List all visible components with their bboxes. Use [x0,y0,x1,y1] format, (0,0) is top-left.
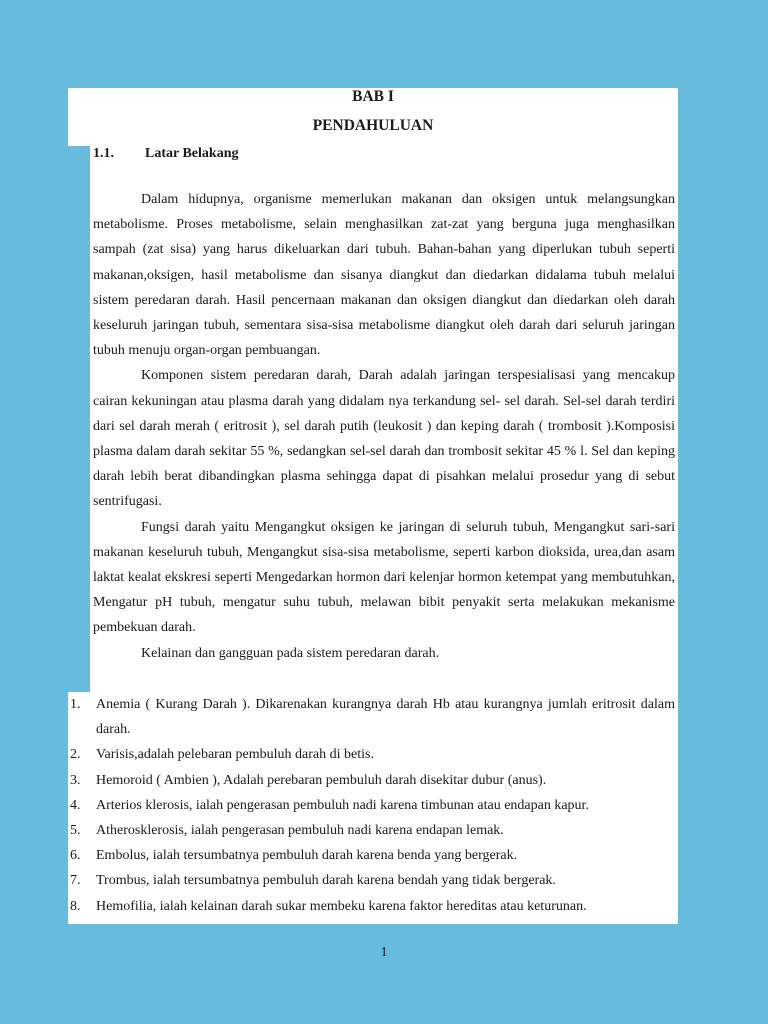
list-item-text: Varisis,adalah pelebaran pembuluh darah di betis. [96,747,374,763]
list-marker: 2. [70,747,81,763]
list-item [70,868,675,893]
list-marker: 5. [70,823,81,839]
paragraph: Komponen sistem peredaran darah, Darah adalah jaringan terspesialisasi yang mencakup cairan kekuningan atau plasma darah yang didalam nya terkandung sel- sel darah. Sel-sel darah terdiri dari sel darah merah ( eritrosit ), sel darah putih (leukosit ) dan keping darah ( trombosit ).Komposisi plasma dalam darah sekitar 55 %, sedangkan sel-sel darah dan trombosit sekitar 45 % l. Sel dan keping darah lebih berat dibandingkan plasma sehingga dapat di pisahkan melalui prosedur yang di sebut sentrifugasi. [93,368,675,510]
list-item-text: Atherosklerosis, ialah pengerasan pembuluh nadi karena endapan lemak. [96,823,504,839]
body-text [93,187,675,666]
section-title: Latar Belakang [145,146,239,161]
list-item [70,818,675,843]
list-marker: 1. [70,697,81,712]
list-marker: 7. [70,873,81,889]
disorder-list [70,692,675,919]
chapter-title: PENDAHULUAN [312,117,434,134]
chapter-label: BAB I [352,88,394,105]
list-item-text: Hemofilia, ialah kelainan darah sukar membeku karena faktor hereditas atau keturunan. [96,898,587,914]
list-item [70,843,675,868]
list-marker: 3. [70,772,81,788]
list-item-text: Trombus, ialah tersumbatnya pembuluh darah karena bendah yang tidak bergerak. [96,873,556,889]
list-item [70,742,675,767]
section-number: 1.1. [93,146,114,161]
list-item [70,692,675,742]
section-heading [93,146,238,162]
list-item [70,768,675,793]
list-item [70,793,675,818]
list-marker: 4. [70,797,81,813]
page-number: 1 [380,945,388,960]
list-item-text: Arterios klerosis, ialah pengerasan pembuluh nadi karena timbunan atau endapan kapur. [96,797,589,813]
list-marker: 6. [70,848,81,864]
list-item-text: Hemoroid ( Ambien ), Adalah perebaran pembuluh darah disekitar dubur (anus). [96,772,547,788]
paragraph: Dalam hidupnya, organisme memerlukan makanan dan oksigen untuk melangsungkan metabolisme. Proses metabolisme, selain menghasilkan zat-zat yang berguna juga menghasilkan sampah (zat sisa) yang harus dikeluarkan dari tubuh. Bahan-bahan yang diperlukan tubuh seperti makanan,oksigen, hasil metabolisme dan sisanya diangkut dan diedarkan didalama tubuh melalui sistem peredaran darah. Hasil pencernaan makanan dan oksigen diangkut dan diedarkan oleh darah keseluruh jaringan tubuh, sementara sisa-sisa metabolisme diangkut oleh darah dari seluruh jaringan tubuh menuju organ-organ pembuangan. [93,192,675,359]
list-item-text: Anemia ( Kurang Darah ). Dikarenakan kurangnya darah Hb atau kurangnya jumlah eritrosit dalam darah. [96,697,675,738]
paragraph: Kelainan dan gangguan pada sistem peredaran darah. [141,645,440,661]
list-marker: 8. [70,898,81,914]
list-item [70,894,675,919]
paragraph: Fungsi darah yaitu Mengangkut oksigen ke jaringan di seluruh tubuh, Mengangkut sari-sari makanan keseluruh tubuh, Mengangkut sisa-sisa metabolisme, seperti karbon dioksida, urea,dan asam laktat kealat ekskresi seperti Mengedarkan hormon dari kelenjar hormon ketempat yang membutuhkan, Mengatur pH tubuh, mengatur suhu tubuh, melawan bibit penyakit serta melakukan mekanisme pembekuan darah. [93,519,675,636]
list-item-text: Embolus, ialah tersumbatnya pembuluh darah karena benda yang bergerak. [96,848,518,864]
